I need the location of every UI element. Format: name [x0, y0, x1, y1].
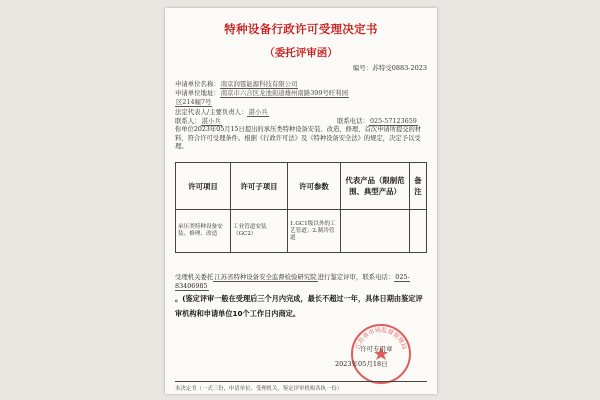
delegation-mid: 进行鉴定评审，联系电话： [317, 273, 395, 281]
table-cell: 工业管道安装（GC2） [231, 210, 288, 253]
representative-label: 法定代表人/主要负责人： [175, 108, 248, 116]
delegation-paragraph [175, 273, 427, 291]
official-seal-icon [350, 323, 412, 385]
delegated-org: 江苏省特种设备安全监督检验研究院 [214, 273, 317, 281]
applicant-label: 申请单位名称： [175, 80, 220, 88]
contact-line [175, 117, 417, 125]
contact-label: 联系人： [175, 117, 201, 125]
address-label: 申请单位地址： [175, 89, 220, 97]
seal-text: 江苏省市场监督管理局 [354, 326, 408, 351]
phone-label: 联系电话： [337, 117, 369, 125]
table-cell: 1.GC1级以外的工艺管道；2.制冷管道 [288, 210, 341, 253]
table-header-cell: 许可参数 [288, 163, 341, 210]
license-table [175, 162, 427, 253]
table-header-cell: 许可子项目 [231, 163, 288, 210]
applicant-line [175, 80, 298, 88]
table-cell [341, 210, 410, 253]
issue-date: 2023年05月18日 [335, 360, 388, 368]
table-header-cell: 代表产品（限制范围、典型产品） [341, 163, 410, 210]
table-row [176, 210, 427, 253]
table-cell [410, 210, 427, 253]
representative-line [175, 108, 269, 116]
table-header-cell: 备注 [410, 163, 427, 210]
evaluation-notice: 。(鉴定评审一般在受理后三个月内完成，最长不超过一年，具体日期由鉴定评审机构和申请单位10个工作日内商定。 [175, 294, 423, 318]
delegation-phone: 025-83406985 [175, 273, 410, 290]
acceptance-paragraph: 你单位2023年05月15日提出的承压类特种设备安装、改造、修理、首次申请所提交的材料，符合许可受理条件。根据《行政许可法》及《特种设备安全法》的规定，决定予以受理。 [175, 126, 422, 150]
contact-value: 湛小兵 [201, 117, 221, 125]
representative-value: 湛小兵 [248, 108, 268, 116]
table-cell: 承压类特种设备安装、修理、改造 [176, 210, 231, 253]
document-number: 编号：苏特受0883-2023 [352, 64, 427, 72]
document-title: 特种设备行政许可受理决定书 [224, 22, 378, 36]
applicant-value: 南京润霆能源科技有限公司 [220, 80, 298, 88]
issuer-label: 许可专用章 [360, 345, 393, 353]
address-value: 南京市六合区龙池街道雄州南路399号旺利园 [220, 89, 348, 97]
document-page [165, 8, 437, 394]
address-value-cont: 区214幢7号 [176, 98, 212, 106]
delegation-prefix: 受理机关委托 [175, 273, 214, 281]
document-footer: 本决定书（一式三份，申请单位、受理机关、鉴定评审机构各执一份） [175, 381, 427, 392]
document-subtitle: （委托评审函） [264, 47, 338, 59]
address-line-cont [175, 98, 212, 106]
address-line [175, 89, 349, 97]
phone-value: 025-57123659 [369, 117, 417, 125]
table-header-cell: 许可项目 [176, 163, 231, 210]
table-header-row [176, 163, 427, 210]
